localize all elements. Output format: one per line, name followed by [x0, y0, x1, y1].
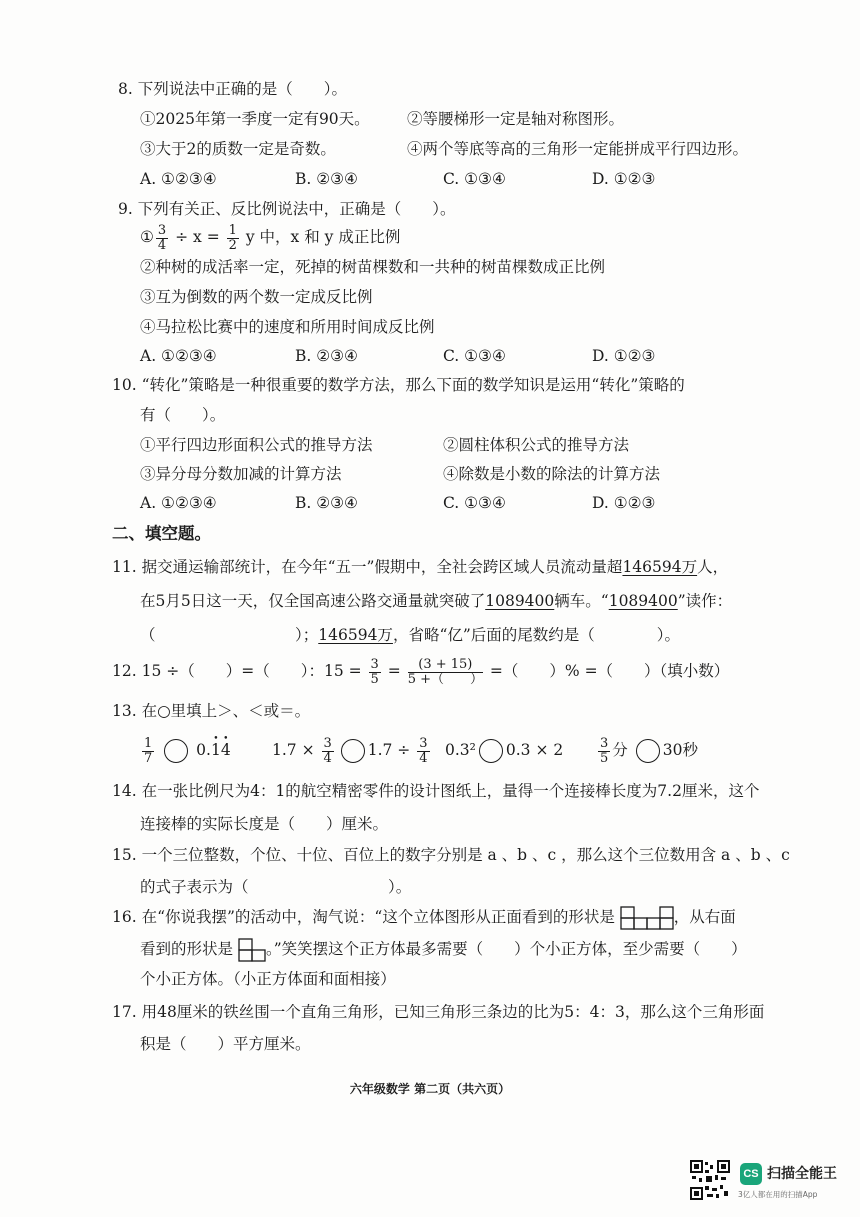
q10-option-4: ④除数是小数的除法的计算方法 [443, 465, 661, 483]
q11-line3: （ ）；146594万，省略“亿”后面的尾数约是（ ）。 [140, 626, 681, 644]
q8-choice-a: A. ①②③④ [140, 170, 217, 188]
q9-choice-b: B. ②③④ [295, 347, 358, 365]
q13-stem: 13. 在○里填上＞、＜或＝。 [112, 702, 311, 720]
section-heading-fill-in: 二、填空题。 [112, 524, 211, 543]
q8-option-2: ②等腰梯形一定是轴对称图形。 [407, 110, 625, 128]
q8-stem: 8. 下列说法中正确的是（ ）。 [118, 80, 347, 98]
q17-line1: 17. 用48厘米的铁丝围一个直角三角形，已知三角形三条边的比为5：4：3，那么这个三角形面 [112, 1003, 765, 1021]
q15-line1: 15. 一个三位整数，个位、十位、百位上的数字分别是 a 、b 、c ，那么这个三位数用含 a 、b 、c [112, 846, 790, 864]
q16-line1: 16. 在“你说我摆”的活动中，淘气说：“这个立体图形从正面看到的形状是 ，从右面 [112, 906, 736, 930]
fraction: $\frac{3}{4}$ [323, 735, 332, 766]
q10-option-1: ①平行四边形面积公式的推导方法 [140, 436, 373, 454]
fraction: $\frac{3}{5}$ [370, 656, 379, 687]
q9-option-4: ④马拉松比赛中的速度和所用时间成反比例 [140, 318, 435, 336]
q13-compare-1: $\frac{1}{7}$ 0.• 1• 4 [140, 732, 231, 768]
q11-line1: 11. 据交通运输部统计，在今年“五一”假期中，全社会跨区域人员流动量超146594万人， [112, 558, 729, 576]
q14-line1: 14. 在一张比例尺为4：1的航空精密零件的设计图纸上，量得一个连接棒长度为7.2厘米，这个 [112, 782, 760, 800]
fraction: $\frac{(3 + 15)}{5 +( )}$ [407, 656, 483, 687]
q14-line2: 连接棒的实际长度是（ ）厘米。 [140, 815, 389, 833]
q8-option-3: ③大于2的质数一定是奇数。 [140, 140, 336, 158]
q8-choice-b: B. ②③④ [295, 170, 358, 188]
comparison-circle-1[interactable] [164, 739, 188, 763]
q10-option-2: ②圆柱体积公式的推导方法 [443, 436, 630, 454]
comparison-circle-3[interactable] [479, 739, 503, 763]
q16-line3: 个小正方体。（小正方体面和面相接） [140, 970, 396, 988]
qr-code-icon [690, 1160, 730, 1200]
q8-choice-c: C. ①③④ [443, 170, 506, 188]
q10-option-3: ③异分母分数加减的计算方法 [140, 465, 342, 483]
comparison-circle-2[interactable] [341, 739, 365, 763]
q9-option-3: ③互为倒数的两个数一定成反比例 [140, 288, 373, 306]
q9-choice-a: A. ①②③④ [140, 347, 217, 365]
q16-line2: 看到的形状是 。”笑笑摆这个正方体最多需要（ ）个小正方体，至少需要（ ） [140, 938, 747, 962]
scanner-brand-name: 扫描全能王 [767, 1166, 837, 1182]
q15-line2: 的式子表示为（ ）。 [140, 878, 412, 896]
scanner-logo-icon: CS [740, 1163, 762, 1185]
q8-option-1: ①2025年第一季度一定有90天。 [140, 110, 370, 128]
q10-choice-a: A. ①②③④ [140, 494, 217, 512]
q9-choice-d: D. ①②③ [592, 347, 656, 365]
q9-option-2: ②种树的成活率一定，死掉的树苗棵数和一共种的树苗棵数成正比例 [140, 258, 606, 276]
q9-stem: 9. 下列有关正、反比例说法中，正确是（ ）。 [118, 200, 456, 218]
fraction: $\frac{3}{5}$ [600, 735, 609, 766]
q9-choice-c: C. ①③④ [443, 347, 506, 365]
q12-equation: 12. 15 ÷（ ）=（ ）：15 = $\frac{3}{5}$ = $\frac{(3 + 15)}{5 +( )}$ =（ ）% =（ ）（填小数） [112, 656, 730, 687]
front-view-shape-icon [620, 906, 674, 930]
scanner-tagline: 3亿人都在用的扫描App [738, 1190, 818, 1199]
fraction: $\frac{1}{7}$ [144, 735, 153, 766]
page-footer: 六年级数学 第二页（共六页） [349, 1082, 511, 1096]
right-view-shape-icon [238, 938, 266, 962]
q10-choice-b: B. ②③④ [295, 494, 358, 512]
q8-choice-d: D. ①②③ [592, 170, 656, 188]
q13-compare-2: 1.7 × $\frac{3}{4}$ 1.7 ÷ $\frac{3}{4}$ [272, 735, 428, 766]
fraction: $\frac{1}{2}$ [228, 222, 237, 253]
fraction: $\frac{3}{4}$ [157, 222, 167, 253]
fraction: $\frac{3}{4}$ [419, 735, 428, 766]
comparison-circle-4[interactable] [636, 739, 660, 763]
q8-option-4: ④两个等底等高的三角形一定能拼成平行四边形。 [407, 140, 749, 158]
q13-compare-4: $\frac{3}{5}$ 分 30秒 [600, 735, 698, 766]
q10-choice-c: C. ①③④ [443, 494, 506, 512]
q11-line2: 在5月5日这一天，仅全国高速公路交通量就突破了1089400辆车。“1089400”读作： [140, 592, 733, 610]
q10-stem-line2: 有（ ）。 [140, 406, 226, 424]
q10-choice-d: D. ①②③ [592, 494, 656, 512]
q17-line2: 积是（ ）平方厘米。 [140, 1035, 311, 1053]
q10-stem-line1: 10. “转化”策略是一种很重要的数学方法，那么下面的数学知识是运用“转化”策略的 [112, 376, 685, 394]
q13-compare-3: 0.3² 0.3 × 2 [445, 732, 563, 768]
q9-option-1: ① $\frac{3}{4}$ ÷ x = $\frac{1}{2}$ y 中，x 和 y 成正比例 [140, 222, 401, 253]
